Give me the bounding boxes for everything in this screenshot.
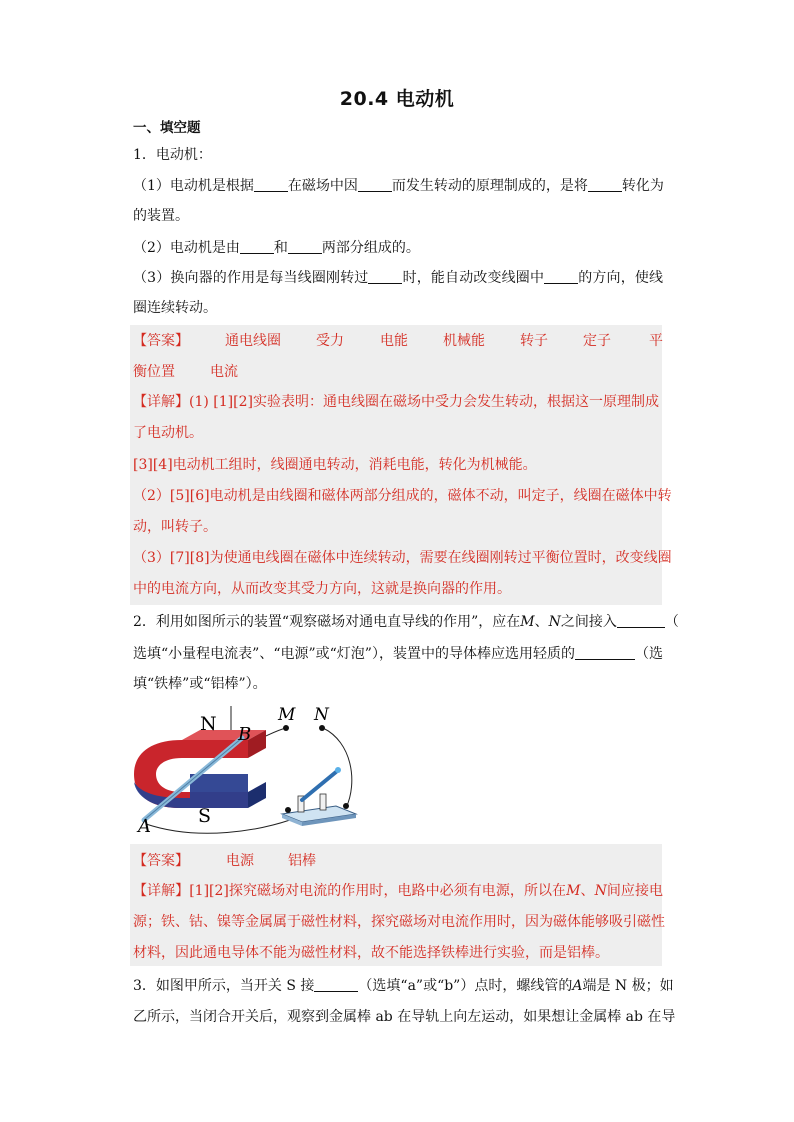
experiment-figure — [130, 702, 362, 836]
q1-detail-line3: [3][4]电动机工组时，线圈通电转动，消耗电能，转化为机械能。 — [133, 457, 537, 473]
blank[interactable] — [288, 239, 322, 254]
label-b: B — [238, 724, 252, 745]
q3-line2: 乙所示，当闭合开关后，观察到金属棒 ab 在导轨上向左运动，如果想让金属棒 ab 在导 — [133, 1009, 676, 1025]
page-title: 20.4 电动机 — [339, 88, 455, 110]
q1-detail-line2: 了电动机。 — [133, 425, 203, 441]
q1-part2: （2）电动机是由 和 两部分组成的。 — [133, 240, 420, 256]
q2-detail-line1: 【详解】[1][2]探究磁场对电流的作用时，电路中必须有电源，所以在M、N间应接电 — [133, 883, 664, 899]
answer-5: 转子 — [520, 333, 548, 349]
terminal-m-dot — [283, 725, 289, 731]
terminal-dot — [343, 803, 349, 809]
answer-8: 电流 — [210, 364, 238, 380]
blank[interactable] — [314, 977, 358, 992]
switch-knob — [335, 767, 341, 773]
answer-2: 受力 — [316, 333, 344, 349]
answer-4: 机械能 — [443, 333, 485, 349]
switch-handle — [302, 772, 336, 800]
q2-line2: 选填“小量程电流表”、“电源”或“灯泡”），装置中的导体棒应选用轻质的 （选 — [133, 646, 664, 662]
blank[interactable] — [617, 613, 665, 628]
blank[interactable] — [240, 239, 274, 254]
q1-part1-line2: 的装置。 — [133, 208, 189, 224]
q1-answer-row-2 — [133, 361, 663, 381]
answer-label: 【答案】 — [133, 333, 189, 349]
answer-1: 电源 — [226, 853, 254, 869]
q3-line1: 3．如图甲所示，当开关 S 接 （选填“a”或“b”）点时，螺线管的A端是 N 极；如 — [133, 978, 674, 994]
terminal-n-dot — [319, 725, 325, 731]
q1-part3-line2: 圈连续转动。 — [133, 300, 217, 316]
switch-post — [320, 794, 326, 810]
q1-detail-line1: 【详解】(1) [1][2]实验表明：通电线圈在磁场中受力会发生转动，根据这一原理制成 — [133, 394, 659, 410]
label-m: M — [278, 705, 296, 725]
q1-intro: 1．电动机： — [133, 147, 212, 163]
q1-answer-row — [133, 330, 663, 350]
terminal-dot — [285, 807, 291, 813]
answer-7-cont: 衡位置 — [133, 364, 175, 380]
section-heading: 一、填空题 — [133, 120, 201, 136]
wire-a-switch — [146, 820, 290, 833]
blank[interactable] — [588, 177, 622, 192]
q2-answer-row — [133, 850, 663, 870]
answer-label: 【答案】 — [133, 853, 189, 869]
magnet-side-face-s — [248, 782, 266, 808]
label-n-pole: N — [200, 713, 217, 735]
q1-part1-line1: （1）电动机是根据 在磁场中因 而发生转动的原理制成的，是将 转化为 — [133, 178, 664, 194]
detail-label: 【详解】 — [133, 394, 189, 410]
q1-detail-line6: （3）[7][8]为使通电线圈在磁体中连续转动，需要在线圈刚转过平衡位置时，改变线圈 — [133, 550, 672, 566]
blank[interactable] — [368, 269, 402, 284]
q1-part3-line1: （3）换向器的作用是每当线圈刚转过 时，能自动改变线圈中 的方向，使线 — [133, 270, 664, 286]
answer-6: 定子 — [583, 333, 611, 349]
label-a: A — [138, 816, 151, 836]
detail-label: 【详解】 — [133, 883, 190, 899]
q1-detail-line7: 中的电流方向，从而改变其受力方向，这就是换向器的作用。 — [133, 581, 511, 597]
blank[interactable] — [575, 645, 635, 660]
q2-line3: 填“铁棒”或“铝棒”）。 — [133, 676, 267, 692]
answer-7: 平 — [649, 333, 663, 349]
blank[interactable] — [544, 269, 578, 284]
label-s-pole: S — [198, 805, 212, 827]
q2-detail-line3: 材料，因此通电导体不能为磁性材料，故不能选择铁棒进行实验，而是铝棒。 — [133, 945, 609, 961]
blank[interactable] — [358, 177, 392, 192]
q2-detail-line2: 源；铁、钴、镍等金属属于磁性材料，探究磁场对电流作用时，因为磁体能够吸引磁性 — [133, 914, 665, 930]
answer-2: 铝棒 — [288, 853, 316, 869]
blank[interactable] — [254, 177, 288, 192]
answer-1: 通电线圈 — [225, 333, 281, 349]
label-n-term: N — [314, 705, 329, 725]
q1-detail-line5: 动，叫转子。 — [133, 519, 217, 535]
q1-detail-line4: （2）[5][6]电动机是由线圈和磁体两部分组成的，磁体不动，叫定子，线圈在磁体中转 — [133, 488, 672, 504]
answer-3: 电能 — [380, 333, 408, 349]
q2-line1: 2．利用如图所示的装置“观察磁场对通电直导线的作用”，应在M、N之间接入 （ — [133, 614, 679, 630]
